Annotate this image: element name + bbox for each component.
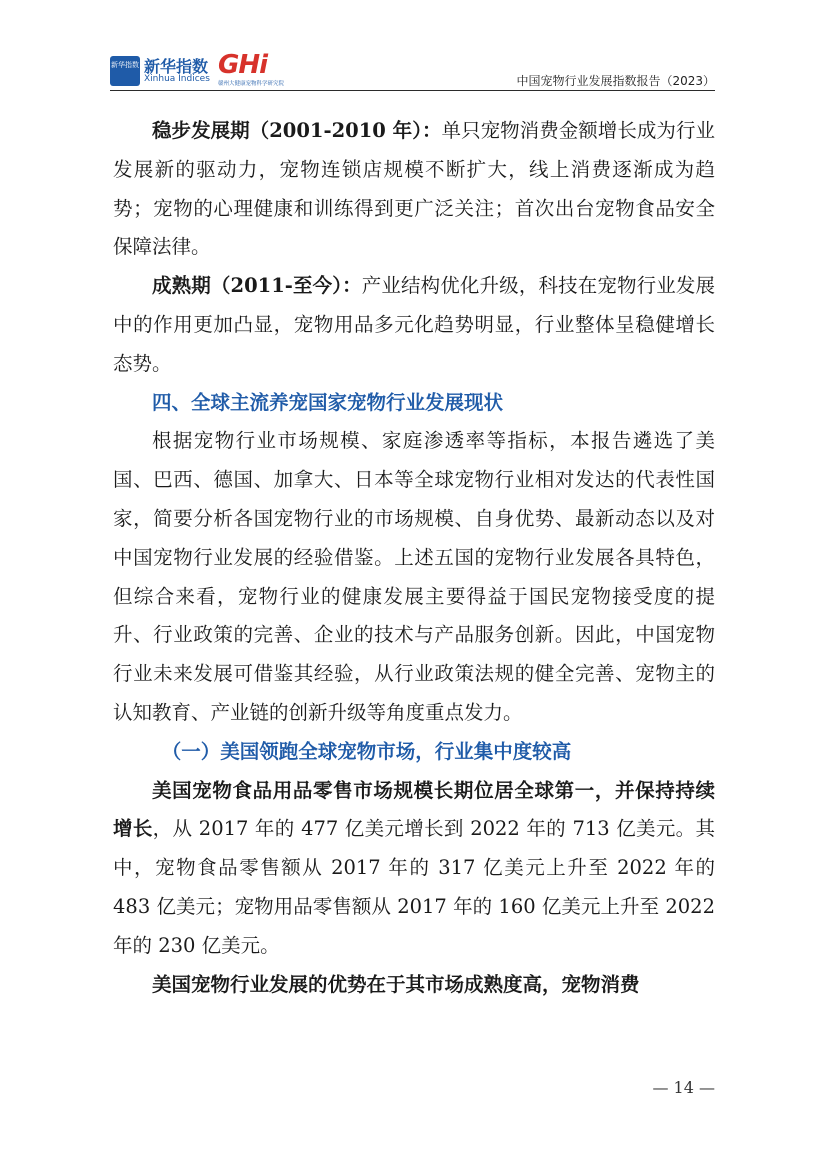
xinhua-logo-en: Xinhua Indices xyxy=(144,74,210,84)
ghi-logo xyxy=(218,52,318,88)
section-heading: 四、全球主流养宠国家宠物行业发展现状 xyxy=(152,390,504,414)
document-body xyxy=(113,112,715,1004)
paragraph-overview: 根据宠物行业市场规模、家庭渗透率等指标，本报告遴选了美国、巴西、德国、加拿大、日本等全球宠物行业相对发达的代表性国家，简要分析各国宠物行业的市场规模、自身优势、最新动态以及对中国宠物行业发展的经验借鉴。上述五国的宠物行业发展各具特色，但综合来看，宠物行业的健康发展主要得益于国民宠物接受度的提升、行业政策的完善、企业的技术与产品服务创新。因此，中国宠物行业未来发展可借鉴其经验，从行业政策法规的健全完善、宠物主的认知教育、产业链的创新升级等角度重点发力。 xyxy=(113,429,715,724)
page-header xyxy=(110,50,715,92)
paragraph-lead: 稳步发展期（2001-2010 年）： xyxy=(152,119,442,142)
header-divider xyxy=(110,90,715,91)
paragraph-lead: 成熟期（2011-至今）： xyxy=(152,274,362,298)
paragraph-text: 单只宠物消费金额增长成为行业发展新的驱动力，宠物连锁店规模不断扩大，线上消费逐渐成为趋势；宠物的心理健康和训练得到更广泛关注；首次出台宠物食品安全保障法律。 xyxy=(113,119,715,259)
ghi-logo-mark: GHi xyxy=(218,50,268,80)
paragraph-us-market xyxy=(113,772,715,966)
xinhua-logo-icon: 新华指数 xyxy=(110,56,140,86)
paragraph-lead: 美国宠物行业发展的优势在于其市场成熟度高，宠物消费 xyxy=(152,972,640,996)
paragraph-text: ，从 2017 年的 477 亿美元增长到 2022 年的 713 亿美元。其中，宠物食品零售额从 2017 年的 317 亿美元上升至 2022 年的 483 亿美元；宠物用品零售额从 2017 年的 160 亿美元上升至 2022 年的 230 亿美元。 xyxy=(113,817,715,957)
ghi-logo-subtitle: 赣州大健康宠物科学研究院 xyxy=(218,81,285,87)
paragraph-mature-period xyxy=(113,267,715,383)
page-number: — 14 — xyxy=(652,1078,715,1097)
paragraph-us-advantage xyxy=(113,966,715,1005)
xinhua-indices-logo xyxy=(110,54,210,88)
paragraph-text: 产业结构优化升级，科技在宠物行业发展中的作用更加凸显，宠物用品多元化趋势明显，行业整体呈稳健增长态势。 xyxy=(113,274,715,375)
report-title: 中国宠物行业发展指数报告（2023） xyxy=(516,74,715,88)
xinhua-logo-cn: 新华指数 xyxy=(144,57,209,76)
paragraph-stable-period xyxy=(113,112,715,267)
paragraph-lead: 美国宠物食品用品零售市场规模长期位居全球第一，并保持持续增长 xyxy=(113,778,715,841)
subsection-heading: （一）美国领跑全球宠物市场，行业集中度较高 xyxy=(161,739,572,763)
